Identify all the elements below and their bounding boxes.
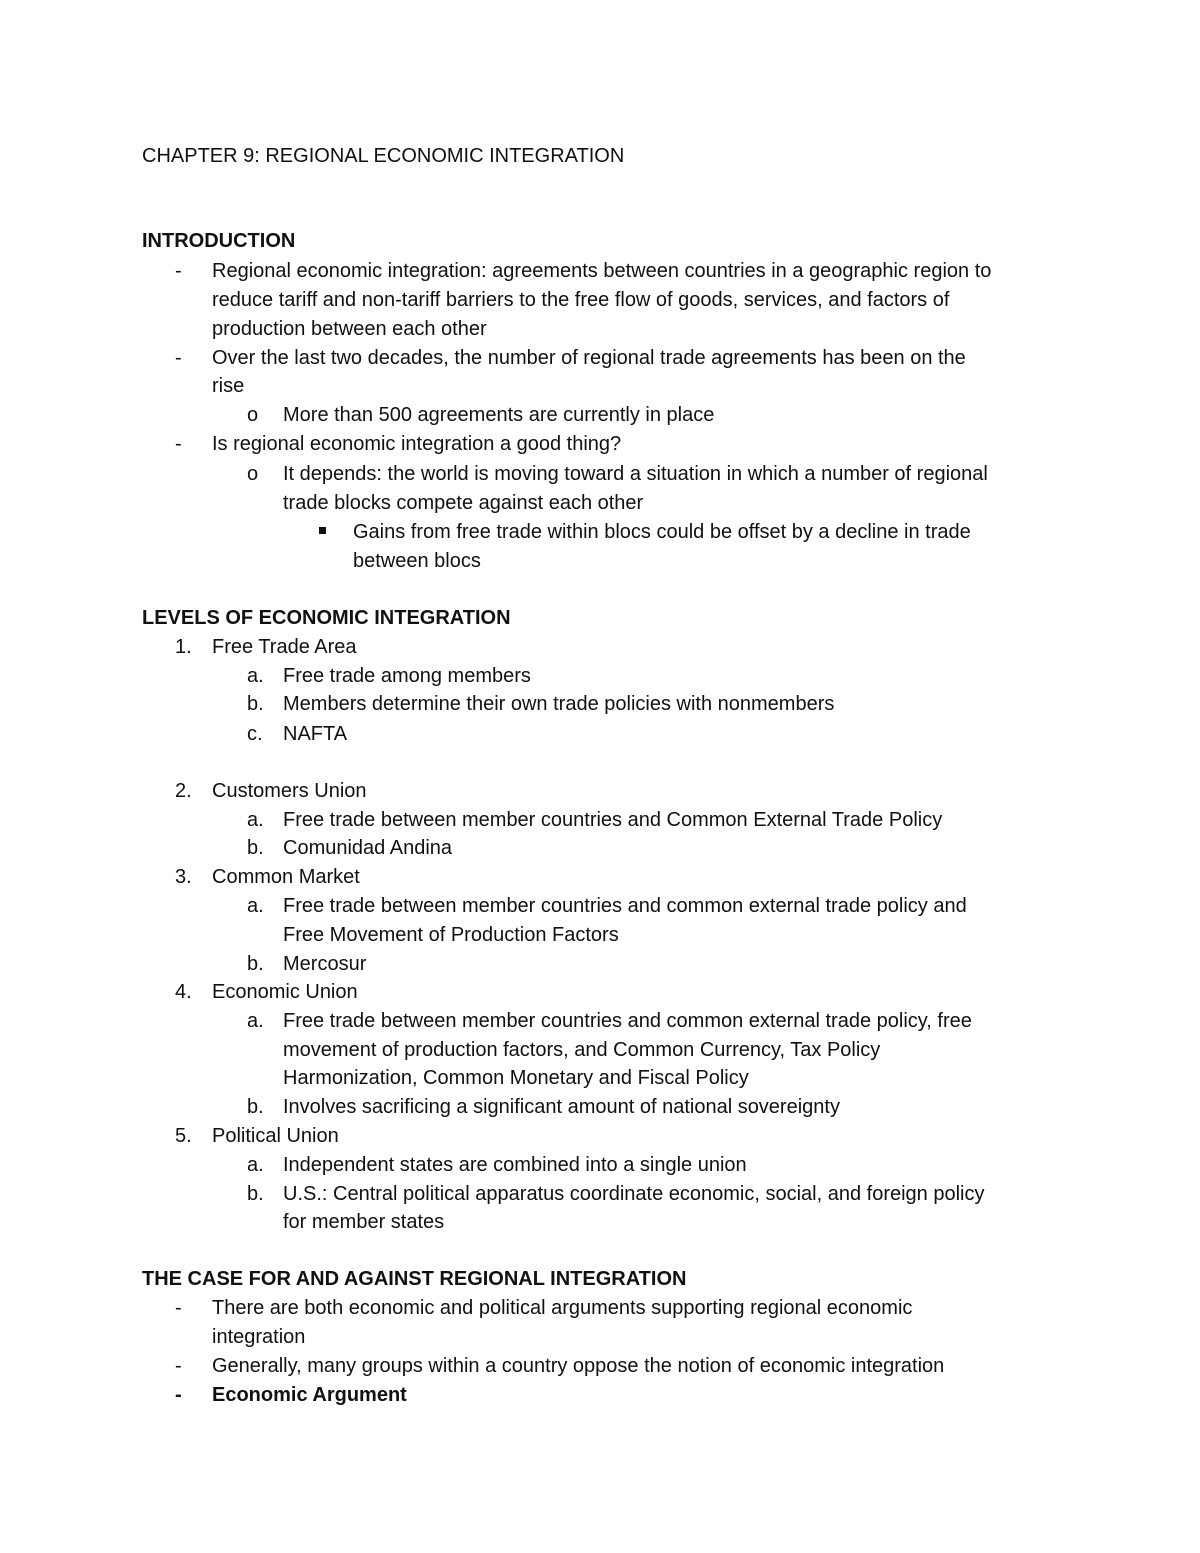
case-bullet-3: Economic Argument — [212, 1384, 407, 1406]
level-1-item-a: Free trade among members — [283, 665, 531, 687]
dash-bullet: - — [175, 347, 182, 369]
level-4-item-a-line-1: Free trade between member countries and common external trade policy, free — [283, 1010, 972, 1032]
list-letter: b. — [247, 953, 264, 975]
level-5-label: Political Union — [212, 1125, 339, 1147]
list-letter: a. — [247, 809, 264, 831]
intro-bullet-1-line-3: production between each other — [212, 318, 487, 340]
dash-bullet: - — [175, 1384, 182, 1406]
intro-bullet-3: Is regional economic integration a good thing? — [212, 433, 622, 455]
level-4-item-a-line-2: movement of production factors, and Common Currency, Tax Policy — [283, 1039, 881, 1061]
section-heading-case: THE CASE FOR AND AGAINST REGIONAL INTEGRATION — [142, 1268, 687, 1290]
case-bullet-1-line-2: integration — [212, 1326, 306, 1348]
dash-bullet: - — [175, 260, 182, 282]
level-1-label: Free Trade Area — [212, 636, 357, 658]
intro-bullet-3-sub-line-1: It depends: the world is moving toward a situation in which a number of regional — [283, 463, 988, 485]
level-2-item-b: Comunidad Andina — [283, 837, 453, 859]
list-number: 5. — [175, 1125, 192, 1147]
list-number: 3. — [175, 866, 192, 888]
square-bullet-icon — [319, 527, 326, 534]
intro-bullet-3-subsub-line-1: Gains from free trade within blocs could be offset by a decline in trade — [353, 521, 971, 543]
level-5-item-b-line-2: for member states — [283, 1211, 445, 1233]
level-4-item-a-line-3: Harmonization, Common Monetary and Fiscal Policy — [283, 1067, 749, 1089]
circle-bullet: o — [247, 404, 259, 426]
level-4-label: Economic Union — [212, 981, 358, 1003]
intro-bullet-1-line-1: Regional economic integration: agreements between countries in a geographic region to — [212, 260, 992, 282]
list-letter: a. — [247, 1010, 264, 1032]
case-bullet-1-line-1: There are both economic and political arguments supporting regional economic — [212, 1297, 913, 1319]
list-letter: c. — [247, 723, 263, 745]
level-3-item-a-line-1: Free trade between member countries and common external trade policy and — [283, 895, 967, 917]
level-2-label: Customers Union — [212, 780, 367, 802]
chapter-title: CHAPTER 9: REGIONAL ECONOMIC INTEGRATION — [142, 145, 625, 167]
intro-bullet-3-sub-line-2: trade blocks compete against each other — [283, 492, 644, 514]
dash-bullet: - — [175, 1297, 182, 1319]
list-letter: b. — [247, 1183, 264, 1205]
list-number: 4. — [175, 981, 192, 1003]
level-5-item-a: Independent states are combined into a single union — [283, 1154, 747, 1176]
dash-bullet: - — [175, 433, 182, 455]
list-letter: a. — [247, 895, 264, 917]
section-heading-introduction: INTRODUCTION — [142, 230, 296, 252]
dash-bullet: - — [175, 1355, 182, 1377]
list-letter: b. — [247, 693, 264, 715]
intro-bullet-2-line-2: rise — [212, 375, 245, 397]
level-1-item-c: NAFTA — [283, 723, 348, 745]
level-3-label: Common Market — [212, 866, 360, 888]
level-3-item-a-line-2: Free Movement of Production Factors — [283, 924, 619, 946]
case-bullet-2: Generally, many groups within a country oppose the notion of economic integration — [212, 1355, 945, 1377]
level-1-item-b: Members determine their own trade policies with nonmembers — [283, 693, 835, 715]
level-4-item-b: Involves sacrificing a significant amount of national sovereignty — [283, 1096, 840, 1118]
section-heading-levels: LEVELS OF ECONOMIC INTEGRATION — [142, 607, 511, 629]
intro-bullet-2-sub: More than 500 agreements are currently in place — [283, 404, 715, 426]
list-number: 1. — [175, 636, 192, 658]
circle-bullet: o — [247, 463, 259, 485]
list-letter: b. — [247, 837, 264, 859]
list-letter: a. — [247, 665, 264, 687]
level-5-item-b-line-1: U.S.: Central political apparatus coordinate economic, social, and foreign policy — [283, 1183, 985, 1205]
list-number: 2. — [175, 780, 192, 802]
intro-bullet-1-line-2: reduce tariff and non-tariff barriers to the free flow of goods, services, and factors of — [212, 289, 950, 311]
intro-bullet-2-line-1: Over the last two decades, the number of regional trade agreements has been on the — [212, 347, 966, 369]
intro-bullet-3-subsub-line-2: between blocs — [353, 550, 481, 572]
list-letter: b. — [247, 1096, 264, 1118]
level-3-item-b: Mercosur — [283, 953, 367, 975]
level-2-item-a: Free trade between member countries and Common External Trade Policy — [283, 809, 943, 831]
list-letter: a. — [247, 1154, 264, 1176]
